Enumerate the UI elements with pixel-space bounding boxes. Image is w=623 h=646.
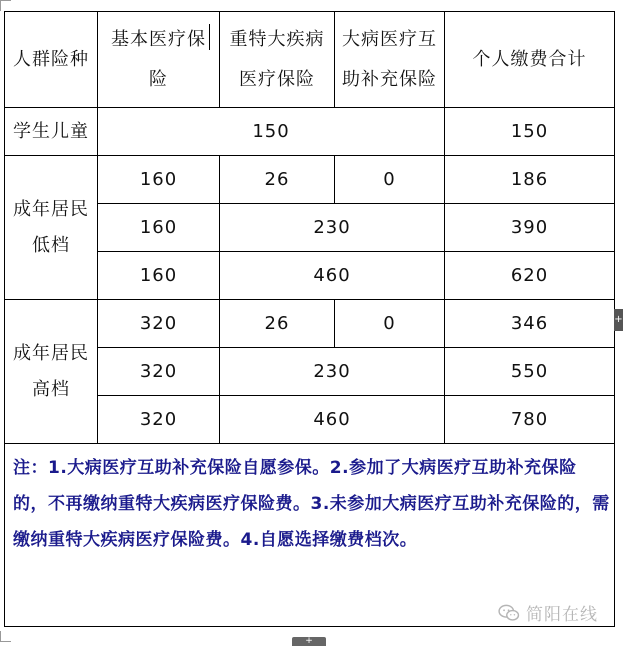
table-row xyxy=(5,300,615,348)
watermark xyxy=(498,600,598,625)
insurance-fee-table xyxy=(4,11,615,627)
cell-mutual: 0 xyxy=(335,156,445,204)
cell-combined: 230 xyxy=(220,204,445,252)
cell-total: 186 xyxy=(445,156,615,204)
cell-total: 620 xyxy=(445,252,615,300)
header-population: 人群险种 xyxy=(5,12,98,108)
table-move-handle[interactable]: + xyxy=(614,309,623,331)
header-serious-illness: 重特大疾病 医疗保险 xyxy=(220,12,335,108)
cell-basic: 160 xyxy=(98,156,220,204)
page-corner-mark xyxy=(0,631,11,642)
cell-total: 780 xyxy=(445,396,615,444)
page-corner-mark xyxy=(0,0,11,11)
table-resize-handle[interactable]: + xyxy=(292,637,326,646)
label-student: 学生儿童 xyxy=(5,108,98,156)
text-cursor xyxy=(209,24,210,50)
table-row-student xyxy=(5,108,615,156)
cell-combined: 460 xyxy=(220,396,445,444)
header-personal-total: 个人缴费合计 xyxy=(445,12,615,108)
cell-serious: 26 xyxy=(220,156,335,204)
wechat-icon xyxy=(498,604,520,622)
cell-combined: 460 xyxy=(220,252,445,300)
watermark-text: 简阳在线 xyxy=(526,605,598,625)
cell-serious: 26 xyxy=(220,300,335,348)
cell-total: 550 xyxy=(445,348,615,396)
cell-basic: 160 xyxy=(98,252,220,300)
student-merged-value: 150 xyxy=(98,108,445,156)
cell-basic: 320 xyxy=(98,396,220,444)
header-row xyxy=(5,12,615,108)
cell-basic: 320 xyxy=(98,300,220,348)
cell-mutual: 0 xyxy=(335,300,445,348)
cell-combined: 230 xyxy=(220,348,445,396)
cell-basic: 320 xyxy=(98,348,220,396)
table-row xyxy=(5,156,615,204)
cell-basic: 160 xyxy=(98,204,220,252)
label-adult-high: 成年居民 高档 xyxy=(5,300,98,444)
label-adult-low: 成年居民 低档 xyxy=(5,156,98,300)
header-mutual-aid: 大病医疗互 助补充保险 xyxy=(335,12,445,108)
cell-total: 390 xyxy=(445,204,615,252)
header-basic-medical: 基本医疗保 险 xyxy=(98,12,220,108)
student-total: 150 xyxy=(445,108,615,156)
cell-total: 346 xyxy=(445,300,615,348)
note-text: 注：1.大病医疗互助补充保险自愿参保。2.参加了大病医疗互助补充保险的，不再缴纳重特大疾病医疗保险费。3.未参加大病医疗互助补充保险的，需缴纳重特大疾病医疗保险费。4.自愿选择缴费档次。 xyxy=(5,444,615,627)
